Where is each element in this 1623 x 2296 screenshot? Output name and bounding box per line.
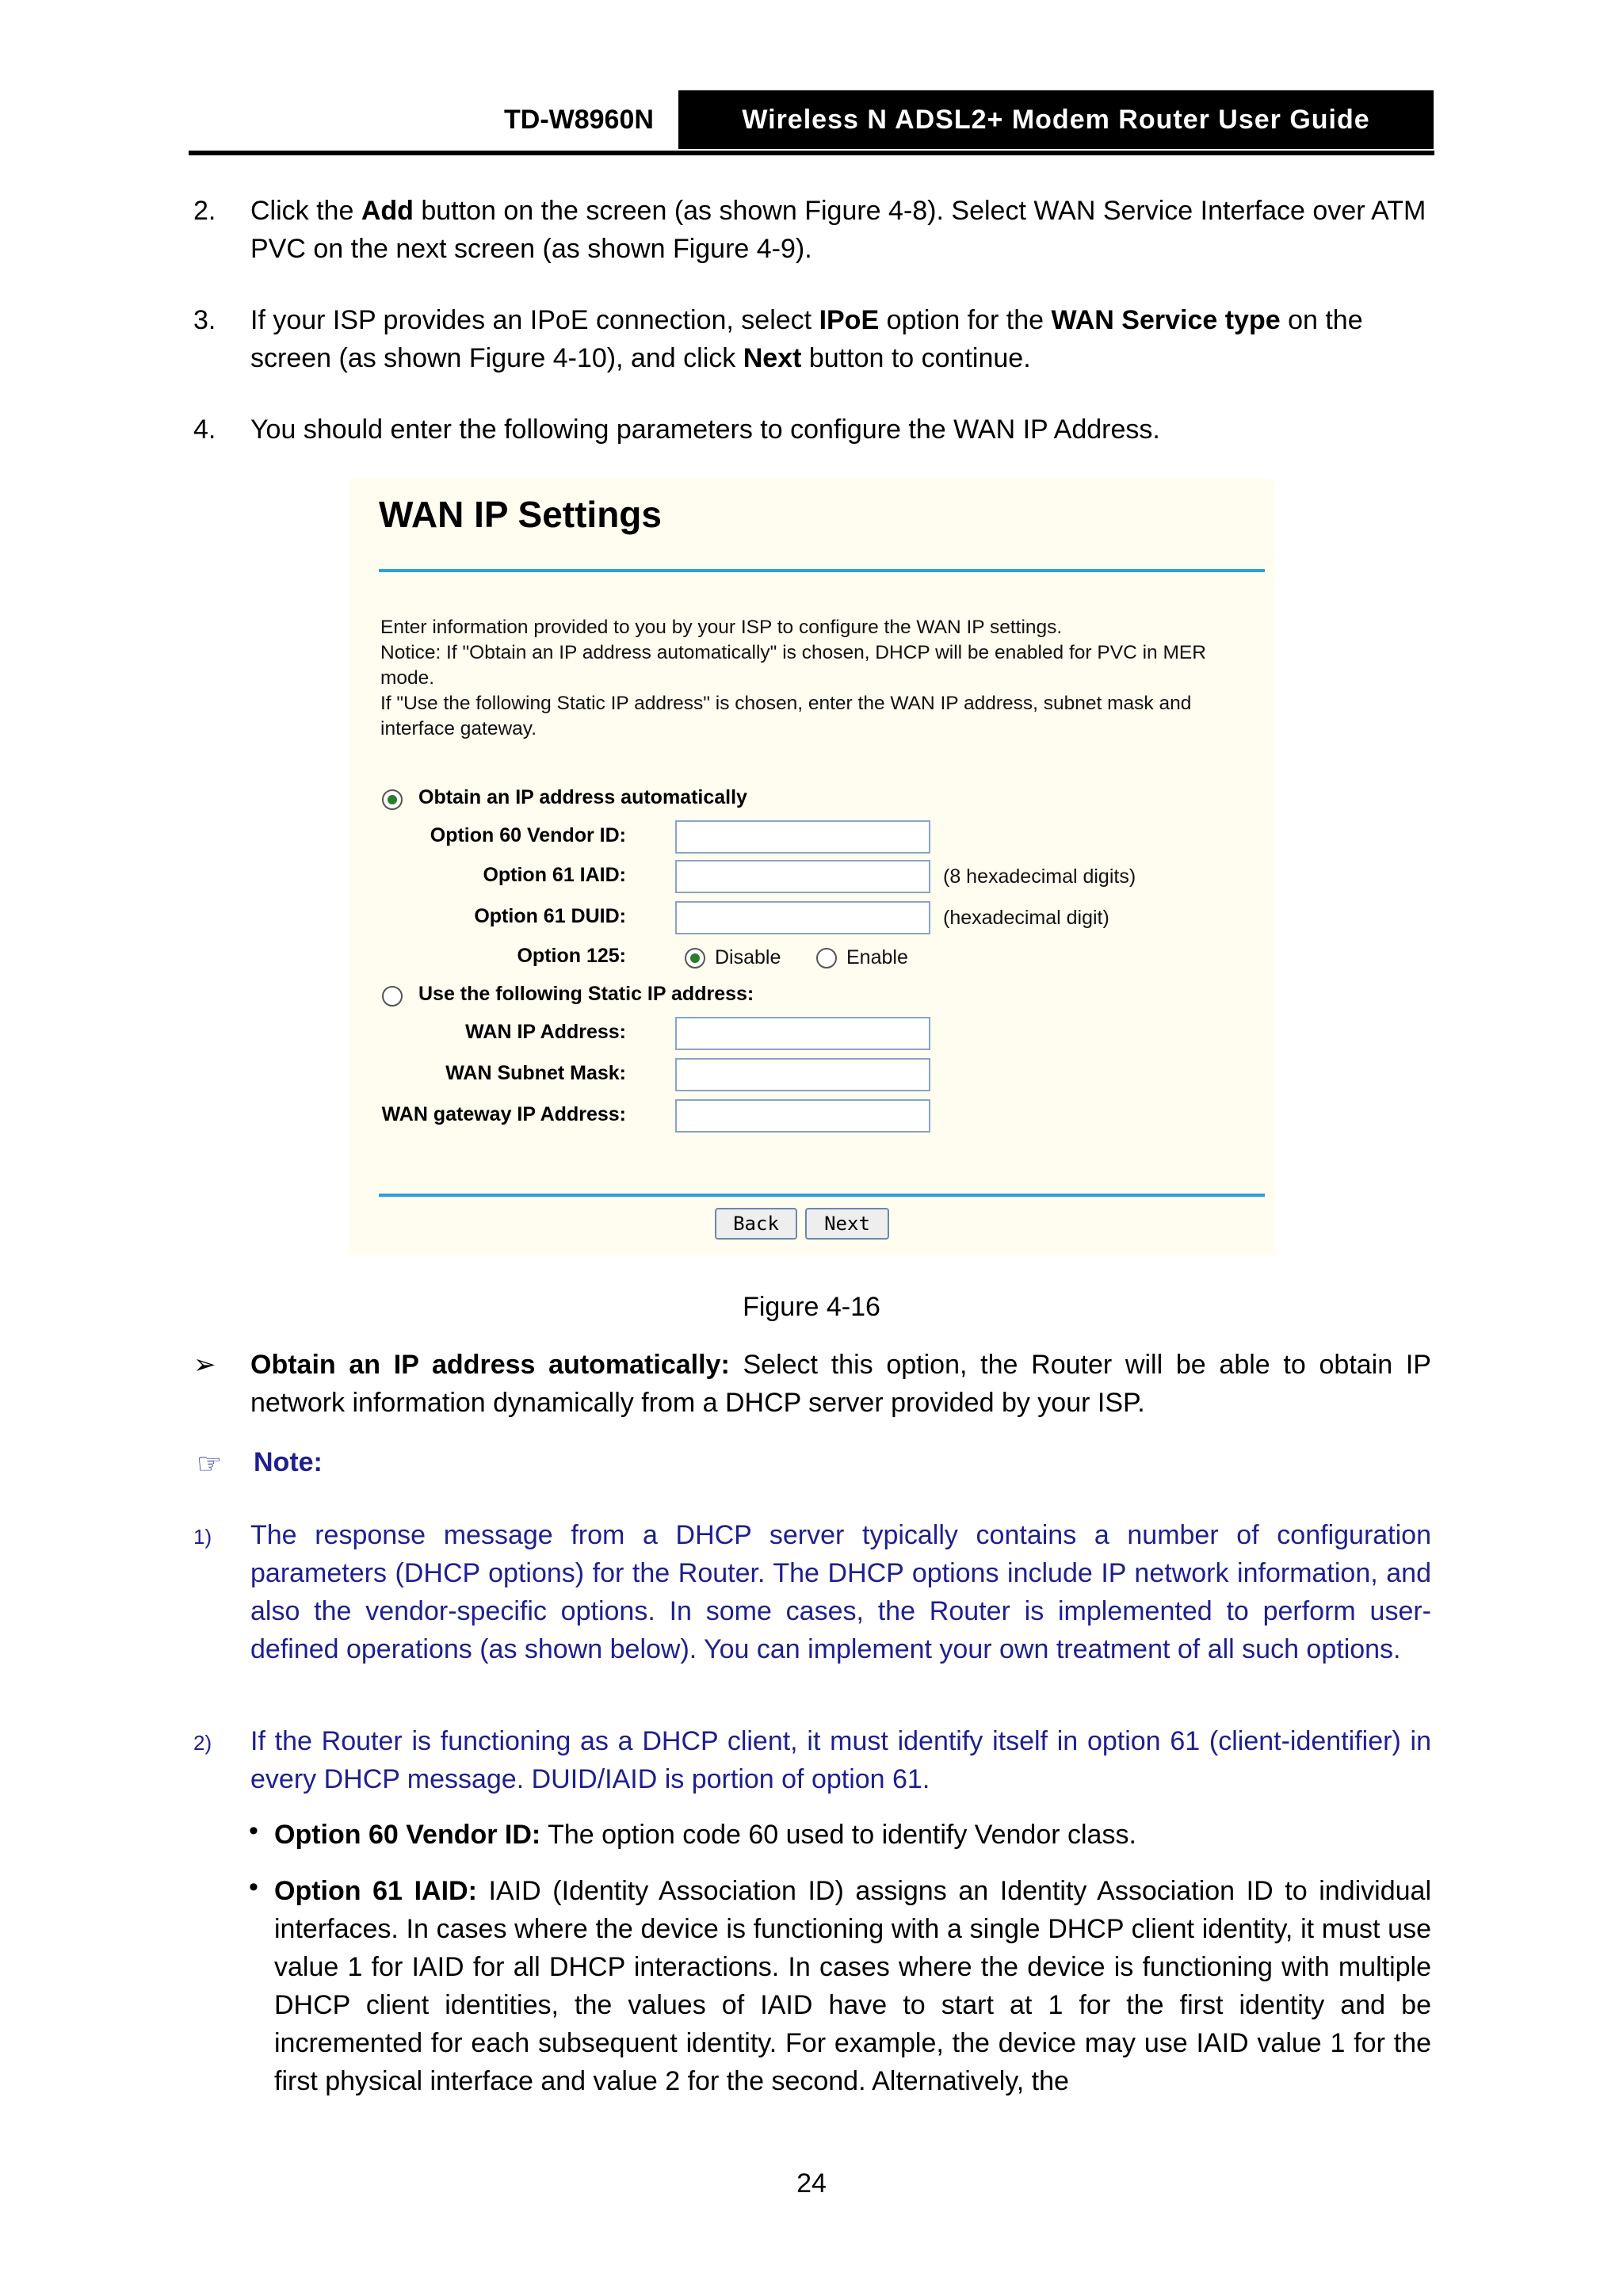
option125-disable-label: Disable: [715, 946, 781, 968]
step-2-text: Click the Add button on the screen (as shown Figure 4-8). Select WAN Service Interface over ATM PVC on the next screen (as shown Figure 4-9).: [250, 196, 1426, 264]
panel-title: WAN IP Settings: [379, 494, 662, 535]
note-1-number: 1): [193, 1525, 212, 1549]
wan-ip-label: WAN IP Address:: [465, 1021, 626, 1043]
panel-intro-1: Enter information provided to you by your ISP to configure the WAN IP settings.: [380, 617, 1063, 638]
option61-duid-label: Option 61 DUID:: [474, 905, 626, 927]
panel-intro-3: mode.: [380, 667, 435, 689]
wan-gateway-label: WAN gateway IP Address:: [381, 1103, 626, 1125]
static-ip-radio[interactable]: [382, 986, 403, 1007]
obtain-auto-label: Obtain an IP address automatically: [418, 786, 747, 808]
bullet-1-symbol: •: [249, 1816, 258, 1846]
option60-label: Option 60 Vendor ID:: [430, 824, 626, 846]
option125-enable-label: Enable: [846, 946, 908, 968]
note-1-text: The response message from a DHCP server typically contains a number of configuration parameters (DHCP options) for the Router. The DHCP options include IP network information, and also the vendor-specific options. In some cases, the Router is implemented to perform user-defined operations (as shown below). You can implement your own treatment of all such options.: [250, 1520, 1431, 1664]
option125-label: Option 125:: [517, 945, 626, 967]
option61-duid-hint: (hexadecimal digit): [943, 907, 1109, 929]
panel-bottom-divider: [379, 1194, 1265, 1197]
option61-duid-input[interactable]: [675, 901, 930, 934]
wan-mask-input[interactable]: [675, 1058, 930, 1091]
option60-vendor-id-input[interactable]: [675, 820, 930, 854]
pointing-hand-icon: ☞: [197, 1447, 223, 1480]
bullet-2-text: Option 61 IAID: IAID (Identity Association ID) assigns an Identity Association ID to individual interfaces. In cases where the device is functioning with a single DHCP client identity, it must use value 1 for IAID for all DHCP interactions. In cases where the device is functioning with multiple DHCP client identities, the values of IAID have to start at 1 for the first identity and be incremented for each subsequent identity. For example, the device may use IAID value 1 for the first physical interface and value 2 for the second. Alternatively, the: [274, 1876, 1431, 2096]
panel-intro-4: If "Use the following Static IP address" is chosen, enter the WAN IP address, subnet mask and: [380, 693, 1192, 714]
header-model: TD-W8960N: [504, 105, 654, 135]
page-number: 24: [796, 2168, 827, 2199]
wan-mask-label: WAN Subnet Mask:: [445, 1062, 626, 1084]
option61-iaid-input[interactable]: [675, 860, 930, 893]
arrow-bullet-icon: ➢: [193, 1350, 216, 1380]
step-2-number: 2.: [193, 196, 216, 226]
bullet-1-text: Option 60 Vendor ID: The option code 60 used to identify Vendor class.: [274, 1820, 1136, 1850]
panel-top-divider: [379, 569, 1265, 572]
step-4-number: 4.: [193, 415, 216, 445]
wan-ip-input[interactable]: [675, 1017, 930, 1050]
header-guide-title: Wireless N ADSL2+ Modem Router User Guide: [678, 90, 1434, 149]
note-2-number: 2): [193, 1731, 212, 1755]
panel-intro-2: Notice: If "Obtain an IP address automatically" is chosen, DHCP will be enabled for PVC in MER: [380, 642, 1206, 663]
bullet-2-symbol: •: [249, 1872, 258, 1902]
option61-iaid-label: Option 61 IAID:: [483, 864, 626, 886]
next-button[interactable]: Next: [805, 1208, 889, 1240]
wan-gateway-input[interactable]: [675, 1099, 930, 1133]
panel-intro-5: interface gateway.: [380, 718, 537, 739]
step-4-text: You should enter the following parameters to configure the WAN IP Address.: [250, 415, 1160, 445]
back-button[interactable]: Back: [715, 1208, 797, 1240]
figure-caption: Figure 4-16: [743, 1292, 880, 1322]
note-heading: Note:: [254, 1447, 323, 1477]
note-2-text: If the Router is functioning as a DHCP client, it must identify itself in option 61 (client-identifier) in every DHCP message. DUID/IAID is portion of option 61.: [250, 1726, 1431, 1794]
option125-enable-radio[interactable]: [816, 948, 837, 968]
obtain-paragraph: Obtain an IP address automatically: Select this option, the Router will be able to obtain IP network information dynamically from a DHCP server provided by your ISP.: [250, 1350, 1431, 1418]
option61-iaid-hint: (8 hexadecimal digits): [943, 865, 1136, 888]
static-ip-label: Use the following Static IP address:: [418, 983, 754, 1005]
header-rule: [189, 151, 1434, 155]
step-3-text: If your ISP provides an IPoE connection, select IPoE option for the WAN Service type on the screen (as shown Figure 4-10), and click Next button to continue.: [250, 305, 1363, 373]
obtain-auto-radio[interactable]: [382, 789, 403, 810]
option125-disable-radio[interactable]: [685, 948, 705, 968]
step-3-number: 3.: [193, 305, 216, 335]
